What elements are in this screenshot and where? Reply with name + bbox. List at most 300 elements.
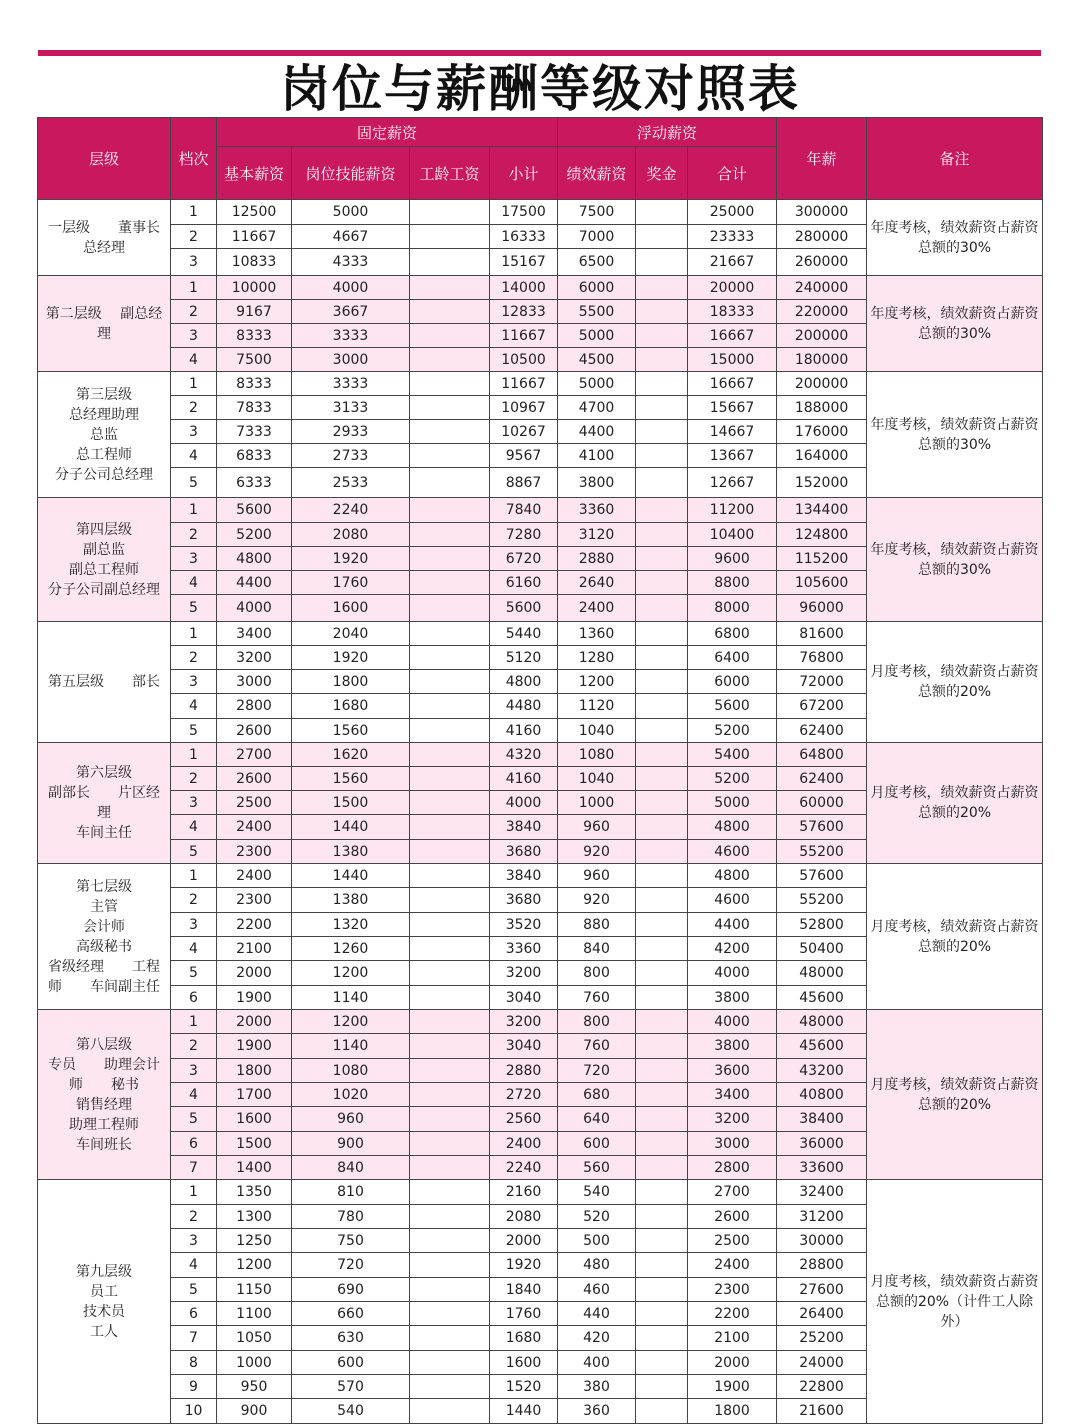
annual-salary-cell: 105600 <box>777 571 867 595</box>
skill-salary-cell: 1380 <box>292 888 410 913</box>
skill-salary-cell: 1560 <box>292 719 410 743</box>
bonus-cell <box>636 498 688 523</box>
bonus-cell <box>636 420 688 444</box>
bonus-cell <box>636 1180 688 1205</box>
level-line: 高级秘书 <box>76 938 132 955</box>
skill-salary-cell: 1680 <box>292 694 410 719</box>
total-cell: 4800 <box>688 815 777 840</box>
seniority-salary-cell <box>410 200 490 225</box>
annual-salary-cell: 62400 <box>777 767 867 791</box>
bonus-cell <box>636 646 688 670</box>
subtotal-cell: 9567 <box>490 444 558 468</box>
performance-salary-cell: 4400 <box>558 420 636 444</box>
seniority-salary-cell <box>410 1010 490 1034</box>
subtotal-cell: 2240 <box>490 1156 558 1180</box>
subtotal-cell: 10967 <box>490 396 558 420</box>
seniority-salary-cell <box>410 595 490 622</box>
level-line: 总监 <box>90 426 118 443</box>
grade-cell: 6 <box>171 1302 217 1326</box>
annual-salary-cell: 22800 <box>777 1375 867 1399</box>
performance-salary-cell: 420 <box>558 1326 636 1351</box>
grade-cell: 2 <box>171 396 217 420</box>
skill-salary-cell: 900 <box>292 1132 410 1156</box>
seniority-salary-cell <box>410 225 490 249</box>
total-cell: 4600 <box>688 888 777 913</box>
level-line: 会计师 <box>83 918 125 935</box>
base-salary-cell: 1200 <box>217 1253 292 1278</box>
subtotal-cell: 3040 <box>490 986 558 1010</box>
performance-salary-cell: 400 <box>558 1351 636 1375</box>
total-cell: 21667 <box>688 249 777 276</box>
total-cell: 2800 <box>688 1156 777 1180</box>
annual-salary-cell: 152000 <box>777 468 867 498</box>
seniority-salary-cell <box>410 300 490 324</box>
base-salary-cell: 2800 <box>217 694 292 719</box>
remark-cell: 月度考核，绩效薪资占薪资总额的20%（计件工人除外） <box>867 1180 1043 1424</box>
grade-cell: 2 <box>171 523 217 547</box>
base-salary-cell: 900 <box>217 1399 292 1424</box>
bonus-cell <box>636 670 688 694</box>
grade-cell: 2 <box>171 225 217 249</box>
total-cell: 6000 <box>688 670 777 694</box>
total-cell: 9600 <box>688 547 777 571</box>
grade-cell: 3 <box>171 913 217 937</box>
remark-cell: 月度考核，绩效薪资占薪资总额的20% <box>867 743 1043 864</box>
base-salary-cell: 1500 <box>217 1132 292 1156</box>
annual-salary-cell: 134400 <box>777 498 867 523</box>
annual-salary-cell: 96000 <box>777 595 867 622</box>
performance-salary-cell: 3120 <box>558 523 636 547</box>
header-total: 合计 <box>688 147 777 200</box>
annual-salary-cell: 300000 <box>777 200 867 225</box>
level-line: 员工 <box>90 1283 118 1300</box>
total-cell: 12667 <box>688 468 777 498</box>
subtotal-cell: 4160 <box>490 719 558 743</box>
base-salary-cell: 2600 <box>217 719 292 743</box>
total-cell: 5200 <box>688 767 777 791</box>
seniority-salary-cell <box>410 1034 490 1059</box>
annual-salary-cell: 27600 <box>777 1278 867 1302</box>
skill-salary-cell: 660 <box>292 1302 410 1326</box>
seniority-salary-cell <box>410 523 490 547</box>
seniority-salary-cell <box>410 1059 490 1083</box>
level-line: 第六层级 <box>76 765 132 781</box>
bonus-cell <box>636 1205 688 1229</box>
skill-salary-cell: 2240 <box>292 498 410 523</box>
performance-salary-cell: 5500 <box>558 300 636 324</box>
level-line: 专员 助理会计 <box>48 1056 160 1073</box>
skill-salary-cell: 3133 <box>292 396 410 420</box>
subtotal-cell: 1440 <box>490 1399 558 1424</box>
grade-cell: 1 <box>171 743 217 767</box>
performance-salary-cell: 880 <box>558 913 636 937</box>
subtotal-cell: 3680 <box>490 888 558 913</box>
annual-salary-cell: 40800 <box>777 1083 867 1107</box>
total-cell: 2400 <box>688 1253 777 1278</box>
bonus-cell <box>636 815 688 840</box>
bonus-cell <box>636 719 688 743</box>
top-accent-bar <box>38 50 1041 56</box>
total-cell: 16667 <box>688 372 777 396</box>
grade-cell: 1 <box>171 864 217 888</box>
base-salary-cell: 1000 <box>217 1351 292 1375</box>
total-cell: 1900 <box>688 1375 777 1399</box>
total-cell: 3800 <box>688 986 777 1010</box>
base-salary-cell: 5200 <box>217 523 292 547</box>
annual-salary-cell: 188000 <box>777 396 867 420</box>
base-salary-cell: 1150 <box>217 1278 292 1302</box>
total-cell: 15000 <box>688 348 777 372</box>
header-subtotal: 小计 <box>490 147 558 200</box>
seniority-salary-cell <box>410 937 490 961</box>
seniority-salary-cell <box>410 1156 490 1180</box>
level-line: 理 <box>97 805 111 821</box>
subtotal-cell: 1600 <box>490 1351 558 1375</box>
performance-salary-cell: 3800 <box>558 468 636 498</box>
base-salary-cell: 1400 <box>217 1156 292 1180</box>
skill-salary-cell: 720 <box>292 1253 410 1278</box>
annual-salary-cell: 30000 <box>777 1229 867 1253</box>
annual-salary-cell: 36000 <box>777 1132 867 1156</box>
header-grade: 档次 <box>171 118 217 200</box>
subtotal-cell: 3520 <box>490 913 558 937</box>
base-salary-cell: 10833 <box>217 249 292 276</box>
grade-cell: 6 <box>171 986 217 1010</box>
skill-salary-cell: 5000 <box>292 200 410 225</box>
bonus-cell <box>636 1107 688 1132</box>
grade-cell: 4 <box>171 348 217 372</box>
base-salary-cell: 2400 <box>217 864 292 888</box>
base-salary-cell: 1600 <box>217 1107 292 1132</box>
grade-cell: 6 <box>171 1132 217 1156</box>
grade-cell: 7 <box>171 1156 217 1180</box>
annual-salary-cell: 48000 <box>777 1010 867 1034</box>
skill-salary-cell: 1800 <box>292 670 410 694</box>
bonus-cell <box>636 694 688 719</box>
header-performance-salary: 绩效薪资 <box>558 147 636 200</box>
performance-salary-cell: 920 <box>558 840 636 864</box>
remark-cell: 月度考核，绩效薪资占薪资总额的20% <box>867 864 1043 1010</box>
subtotal-cell: 3200 <box>490 961 558 986</box>
grade-cell: 2 <box>171 1205 217 1229</box>
level-line: 车间班长 <box>76 1136 132 1153</box>
seniority-salary-cell <box>410 348 490 372</box>
level-line: 分子公司副总经理 <box>48 581 160 598</box>
skill-salary-cell: 2040 <box>292 622 410 646</box>
table-row <box>38 864 1043 888</box>
grade-cell: 3 <box>171 547 217 571</box>
bonus-cell <box>636 1059 688 1083</box>
seniority-salary-cell <box>410 1229 490 1253</box>
annual-salary-cell: 164000 <box>777 444 867 468</box>
grade-cell: 1 <box>171 1010 217 1034</box>
seniority-salary-cell <box>410 498 490 523</box>
seniority-salary-cell <box>410 571 490 595</box>
total-cell: 4200 <box>688 937 777 961</box>
subtotal-cell: 2880 <box>490 1059 558 1083</box>
base-salary-cell: 950 <box>217 1375 292 1399</box>
skill-salary-cell: 1140 <box>292 986 410 1010</box>
annual-salary-cell: 32400 <box>777 1180 867 1205</box>
performance-salary-cell: 380 <box>558 1375 636 1399</box>
annual-salary-cell: 57600 <box>777 815 867 840</box>
bonus-cell <box>636 1034 688 1059</box>
subtotal-cell: 3360 <box>490 937 558 961</box>
annual-salary-cell: 64800 <box>777 743 867 767</box>
base-salary-cell: 1700 <box>217 1083 292 1107</box>
seniority-salary-cell <box>410 1278 490 1302</box>
level-line: 第三层级 <box>76 386 132 403</box>
level-line: 第二层级 副总经 <box>45 305 163 322</box>
seniority-salary-cell <box>410 743 490 767</box>
grade-cell: 3 <box>171 1229 217 1253</box>
annual-salary-cell: 220000 <box>777 300 867 324</box>
level-cell <box>38 200 171 276</box>
total-cell: 1800 <box>688 1399 777 1424</box>
grade-cell: 5 <box>171 719 217 743</box>
bonus-cell <box>636 1010 688 1034</box>
table-row <box>38 1010 1043 1034</box>
performance-salary-cell: 5000 <box>558 324 636 348</box>
bonus-cell <box>636 1083 688 1107</box>
seniority-salary-cell <box>410 1205 490 1229</box>
seniority-salary-cell <box>410 1302 490 1326</box>
performance-salary-cell: 1000 <box>558 791 636 815</box>
total-cell: 2700 <box>688 1180 777 1205</box>
skill-salary-cell: 3333 <box>292 324 410 348</box>
seniority-salary-cell <box>410 694 490 719</box>
bonus-cell <box>636 276 688 300</box>
base-salary-cell: 9167 <box>217 300 292 324</box>
subtotal-cell: 10500 <box>490 348 558 372</box>
base-salary-cell: 2500 <box>217 791 292 815</box>
annual-salary-cell: 200000 <box>777 324 867 348</box>
skill-salary-cell: 3000 <box>292 348 410 372</box>
base-salary-cell: 1900 <box>217 986 292 1010</box>
header-floating-salary: 浮动薪资 <box>558 118 777 147</box>
grade-cell: 2 <box>171 300 217 324</box>
level-cell <box>38 1010 171 1180</box>
base-salary-cell: 8333 <box>217 372 292 396</box>
performance-salary-cell: 2640 <box>558 571 636 595</box>
skill-salary-cell: 780 <box>292 1205 410 1229</box>
annual-salary-cell: 76800 <box>777 646 867 670</box>
level-line: 总经理 <box>83 239 125 256</box>
performance-salary-cell: 800 <box>558 961 636 986</box>
level-line: 助理工程师 <box>69 1116 139 1133</box>
level-line: 副总工程师 <box>69 561 139 578</box>
subtotal-cell: 2080 <box>490 1205 558 1229</box>
base-salary-cell: 7333 <box>217 420 292 444</box>
total-cell: 2200 <box>688 1302 777 1326</box>
skill-salary-cell: 1140 <box>292 1034 410 1059</box>
grade-cell: 8 <box>171 1351 217 1375</box>
performance-salary-cell: 1280 <box>558 646 636 670</box>
skill-salary-cell: 2080 <box>292 523 410 547</box>
performance-salary-cell: 1040 <box>558 767 636 791</box>
bonus-cell <box>636 961 688 986</box>
remark-cell: 月度考核，绩效薪资占薪资总额的20% <box>867 1010 1043 1180</box>
seniority-salary-cell <box>410 1132 490 1156</box>
skill-salary-cell: 690 <box>292 1278 410 1302</box>
skill-salary-cell: 4333 <box>292 249 410 276</box>
skill-salary-cell: 810 <box>292 1180 410 1205</box>
base-salary-cell: 12500 <box>217 200 292 225</box>
subtotal-cell: 7280 <box>490 523 558 547</box>
grade-cell: 9 <box>171 1375 217 1399</box>
total-cell: 4400 <box>688 913 777 937</box>
bonus-cell <box>636 1375 688 1399</box>
total-cell: 2100 <box>688 1326 777 1351</box>
remark-cell: 月度考核，绩效薪资占薪资总额的20% <box>867 622 1043 743</box>
skill-salary-cell: 1380 <box>292 840 410 864</box>
header-seniority-salary: 工龄工资 <box>410 147 490 200</box>
bonus-cell <box>636 547 688 571</box>
base-salary-cell: 3200 <box>217 646 292 670</box>
performance-salary-cell: 560 <box>558 1156 636 1180</box>
seniority-salary-cell <box>410 420 490 444</box>
base-salary-cell: 2200 <box>217 913 292 937</box>
base-salary-cell: 5600 <box>217 498 292 523</box>
performance-salary-cell: 1040 <box>558 719 636 743</box>
seniority-salary-cell <box>410 324 490 348</box>
base-salary-cell: 1250 <box>217 1229 292 1253</box>
base-salary-cell: 6333 <box>217 468 292 498</box>
performance-salary-cell: 640 <box>558 1107 636 1132</box>
table-row <box>38 622 1043 646</box>
subtotal-cell: 5120 <box>490 646 558 670</box>
seniority-salary-cell <box>410 622 490 646</box>
annual-salary-cell: 260000 <box>777 249 867 276</box>
skill-salary-cell: 2533 <box>292 468 410 498</box>
bonus-cell <box>636 1351 688 1375</box>
subtotal-cell: 4000 <box>490 791 558 815</box>
annual-salary-cell: 180000 <box>777 348 867 372</box>
grade-cell: 3 <box>171 1059 217 1083</box>
performance-salary-cell: 920 <box>558 888 636 913</box>
table-body <box>38 200 1043 1424</box>
base-salary-cell: 2000 <box>217 961 292 986</box>
total-cell: 8800 <box>688 571 777 595</box>
base-salary-cell: 3000 <box>217 670 292 694</box>
skill-salary-cell: 3667 <box>292 300 410 324</box>
base-salary-cell: 7500 <box>217 348 292 372</box>
performance-salary-cell: 500 <box>558 1229 636 1253</box>
remark-cell: 年度考核，绩效薪资占薪资总额的30% <box>867 372 1043 498</box>
annual-salary-cell: 48000 <box>777 961 867 986</box>
level-cell <box>38 743 171 864</box>
subtotal-cell: 2400 <box>490 1132 558 1156</box>
skill-salary-cell: 4667 <box>292 225 410 249</box>
bonus-cell <box>636 300 688 324</box>
bonus-cell <box>636 1399 688 1424</box>
grade-cell: 4 <box>171 1253 217 1278</box>
grade-cell: 4 <box>171 571 217 595</box>
seniority-salary-cell <box>410 1253 490 1278</box>
performance-salary-cell: 2400 <box>558 595 636 622</box>
performance-salary-cell: 4500 <box>558 348 636 372</box>
level-line: 工人 <box>90 1323 118 1340</box>
bonus-cell <box>636 1278 688 1302</box>
skill-salary-cell: 1920 <box>292 547 410 571</box>
bonus-cell <box>636 444 688 468</box>
level-line: 第八层级 <box>76 1036 132 1053</box>
seniority-salary-cell <box>410 767 490 791</box>
table-row <box>38 276 1043 300</box>
subtotal-cell: 12833 <box>490 300 558 324</box>
grade-cell: 1 <box>171 498 217 523</box>
subtotal-cell: 3840 <box>490 864 558 888</box>
skill-salary-cell: 750 <box>292 1229 410 1253</box>
performance-salary-cell: 1200 <box>558 670 636 694</box>
annual-salary-cell: 31200 <box>777 1205 867 1229</box>
base-salary-cell: 11667 <box>217 225 292 249</box>
seniority-salary-cell <box>410 888 490 913</box>
seniority-salary-cell <box>410 547 490 571</box>
total-cell: 4600 <box>688 840 777 864</box>
annual-salary-cell: 57600 <box>777 864 867 888</box>
performance-salary-cell: 7500 <box>558 200 636 225</box>
level-line: 第九层级 <box>76 1263 132 1280</box>
base-salary-cell: 1100 <box>217 1302 292 1326</box>
page-title: 岗位与薪酬等级对照表 <box>280 60 800 118</box>
subtotal-cell: 5440 <box>490 622 558 646</box>
remark-cell: 年度考核，绩效薪资占薪资总额的30% <box>867 276 1043 372</box>
annual-salary-cell: 115200 <box>777 547 867 571</box>
grade-cell: 5 <box>171 595 217 622</box>
base-salary-cell: 4400 <box>217 571 292 595</box>
total-cell: 14667 <box>688 420 777 444</box>
performance-salary-cell: 6000 <box>558 276 636 300</box>
subtotal-cell: 1760 <box>490 1302 558 1326</box>
level-line: 车间主任 <box>76 825 132 841</box>
subtotal-cell: 17500 <box>490 200 558 225</box>
annual-salary-cell: 45600 <box>777 986 867 1010</box>
subtotal-cell: 3200 <box>490 1010 558 1034</box>
grade-cell: 3 <box>171 249 217 276</box>
bonus-cell <box>636 791 688 815</box>
skill-salary-cell: 1200 <box>292 1010 410 1034</box>
skill-salary-cell: 1760 <box>292 571 410 595</box>
total-cell: 20000 <box>688 276 777 300</box>
salary-table <box>37 117 1043 1424</box>
bonus-cell <box>636 622 688 646</box>
performance-salary-cell: 600 <box>558 1132 636 1156</box>
subtotal-cell: 8867 <box>490 468 558 498</box>
subtotal-cell: 4160 <box>490 767 558 791</box>
annual-salary-cell: 72000 <box>777 670 867 694</box>
bonus-cell <box>636 840 688 864</box>
seniority-salary-cell <box>410 719 490 743</box>
table-row <box>38 743 1043 767</box>
performance-salary-cell: 440 <box>558 1302 636 1326</box>
performance-salary-cell: 1360 <box>558 622 636 646</box>
level-line: 主管 <box>90 898 118 915</box>
base-salary-cell: 2100 <box>217 937 292 961</box>
grade-cell: 5 <box>171 468 217 498</box>
skill-salary-cell: 1260 <box>292 937 410 961</box>
annual-salary-cell: 124800 <box>777 523 867 547</box>
performance-salary-cell: 1120 <box>558 694 636 719</box>
total-cell: 3000 <box>688 1132 777 1156</box>
performance-salary-cell: 540 <box>558 1180 636 1205</box>
bonus-cell <box>636 1156 688 1180</box>
grade-cell: 3 <box>171 670 217 694</box>
annual-salary-cell: 38400 <box>777 1107 867 1132</box>
level-line: 理 <box>97 325 111 342</box>
annual-salary-cell: 24000 <box>777 1351 867 1375</box>
skill-salary-cell: 630 <box>292 1326 410 1351</box>
